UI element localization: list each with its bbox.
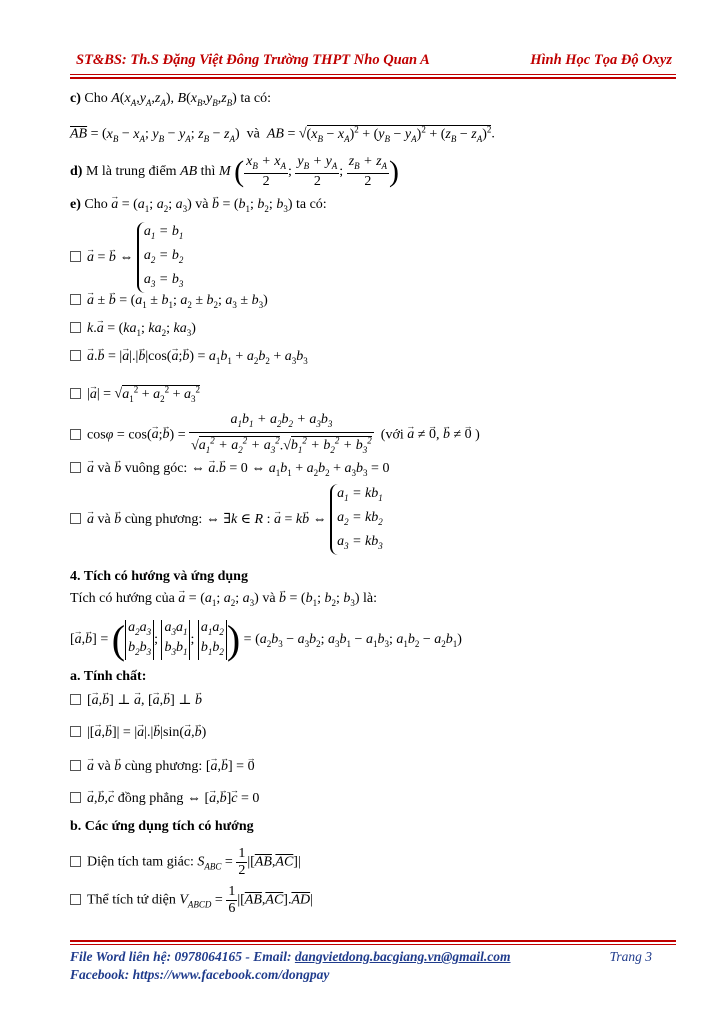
item-c: c) Cho $A(x_A,y_A,z_A)$, $B(x_B,y_B,z_B)$ ta có: — [70, 91, 272, 108]
header-left: ST&BS: Th.S Đặng Việt Đông Trường THPT Nho Quan A — [76, 52, 430, 68]
cross-product-formula: [→ a,→ b] = ( $a_2a_3$ $b_2b_3$ ; $a_3a_1$ $b_3b_1$ ; $a_1a_2$ $b_1b_2$ ) = ($a_2b_3 - a_3b_2$; $a_3b_1 - a_1b_3$; $a_1b_2 - a_2b_1$) — [70, 620, 462, 660]
page-number: Trang 3 — [609, 949, 652, 964]
cross-prop-collinear: → a và → b cùng phương: [→ a,→ b] = → 0 — [70, 758, 255, 776]
cross-prop-perp: [→ a,→ b] ⊥ → a, [→ a,→ b] ⊥ → b — [70, 692, 202, 710]
prop-equal: → a = → b ⇔ $a_1 = b_1$ $a_2 = b_2$ $a_3 = b_3$ — [70, 222, 183, 293]
prop-norm: |→ $a| = √a_1^2 + a_2^2 + a_3^2$ — [70, 380, 200, 407]
item-e: e) Cho → $a = (a_1$; $a_2$; $a_3$) và → $b = (b_1$; $b_2$; $b_3$) ta có: — [70, 196, 327, 218]
prop-sum: → a ± → $b = (a_1 \pm b_1$; $a_2 \pm b_2$; $a_3 \pm b_3$) — [70, 292, 268, 314]
formula-ab-vector: $\overline{AB} = (x_B - x_A$; $y_B - y_A$; $z_B - z_A$) và AB = $√(x_B - x_A)^2 + (y_B - y_A)^2 + (z_B - z_A)^2$. — [70, 124, 495, 144]
cross-prop-coplanar: → a,→ b,→ c đồng phẳng ⇔ [→ a,→ b]→ c = 0 — [70, 790, 259, 808]
item-d: d) M là trung điểm AB thì M ( $\frac{x_B + x_A}{2}$ ; $\frac{y_B + y_A}{2}$ ; $\frac{z_B + z_A}{2}$ ) — [70, 153, 400, 190]
footer-contact: File Word liên hệ: 0978064165 - Email: dangvietdong.bacgiang.vn@gmail.com — [70, 949, 511, 964]
email-link[interactable]: dangvietdong.bacgiang.vn@gmail.com — [294, 949, 511, 964]
page-footer — [70, 948, 674, 984]
tetrahedron-volume: Thể tích tứ diện $V_{ABCD}$ = $\frac{1}{6}$ $|[\overline{AB},\overline{AC}].\overline{AD}|$ — [70, 884, 313, 917]
footer-facebook[interactable]: Facebook: https://www.facebook.com/dongpay — [70, 967, 330, 982]
prop-dot: → a.→ b = |→ a|.|→ b|cos(→ a;→ $b) = a_1b_1 + a_2b_2 + a_3b_3$ — [70, 348, 308, 370]
triangle-area: Diện tích tam giác: $S_{ABC}$ = $\frac{1}{2}$ $|[\overline{AB},\overline{AC}]|$ — [70, 846, 301, 879]
prop-collinear: → a và → b cùng phương: ⇔ ∃k ∈ R : → a = k→ b ⇔ $a_1 = kb_1$ $a_2 = kb_2$ $a_3 = kb_3$ — [70, 484, 383, 555]
header-rule — [70, 77, 676, 79]
prop-perpendicular: → a và → b vuông góc: ⇔ → a.→ b = 0 ⇔ $a_1b_1 + a_2b_2 + a_3b_3 = 0$ — [70, 460, 389, 482]
cross-product-intro: Tích có hướng của → $a = (a_1$; $a_2$; $a_3$) và → $b = (b_1$; $b_2$; $b_3$) là: — [70, 590, 377, 612]
header-rule — [70, 74, 676, 75]
page-header — [70, 52, 674, 72]
prop-scalar: $k.\to a = (ka_1$; $ka_2$; $ka_3$) — [70, 320, 196, 342]
prop-cos: cosφ = cos(→ a;→ b) = $\frac{a_1b_1 + a_2b_2 + a_3b_3}{√a_1^2 + a_2^2 + a_3^2.√b_1^2 + b_2^2 + b_3^2}$ (với → a ≠ → 0, → b ≠ → 0 ) — [70, 412, 480, 458]
section-4-title: 4. Tích có hướng và ứng dụng — [70, 569, 248, 584]
cross-prop-norm: |[→ a,→ b]| = |→ a|.|→ b|sin(→ a,→ b) — [70, 724, 206, 742]
footer-rule — [70, 944, 676, 945]
subsection-a-title: a. Tính chất: — [70, 669, 147, 684]
header-right: Hình Học Tọa Độ Oxyz — [530, 52, 672, 68]
subsection-b-title: b. Các ứng dụng tích có hướng — [70, 819, 254, 834]
footer-rule — [70, 940, 676, 942]
